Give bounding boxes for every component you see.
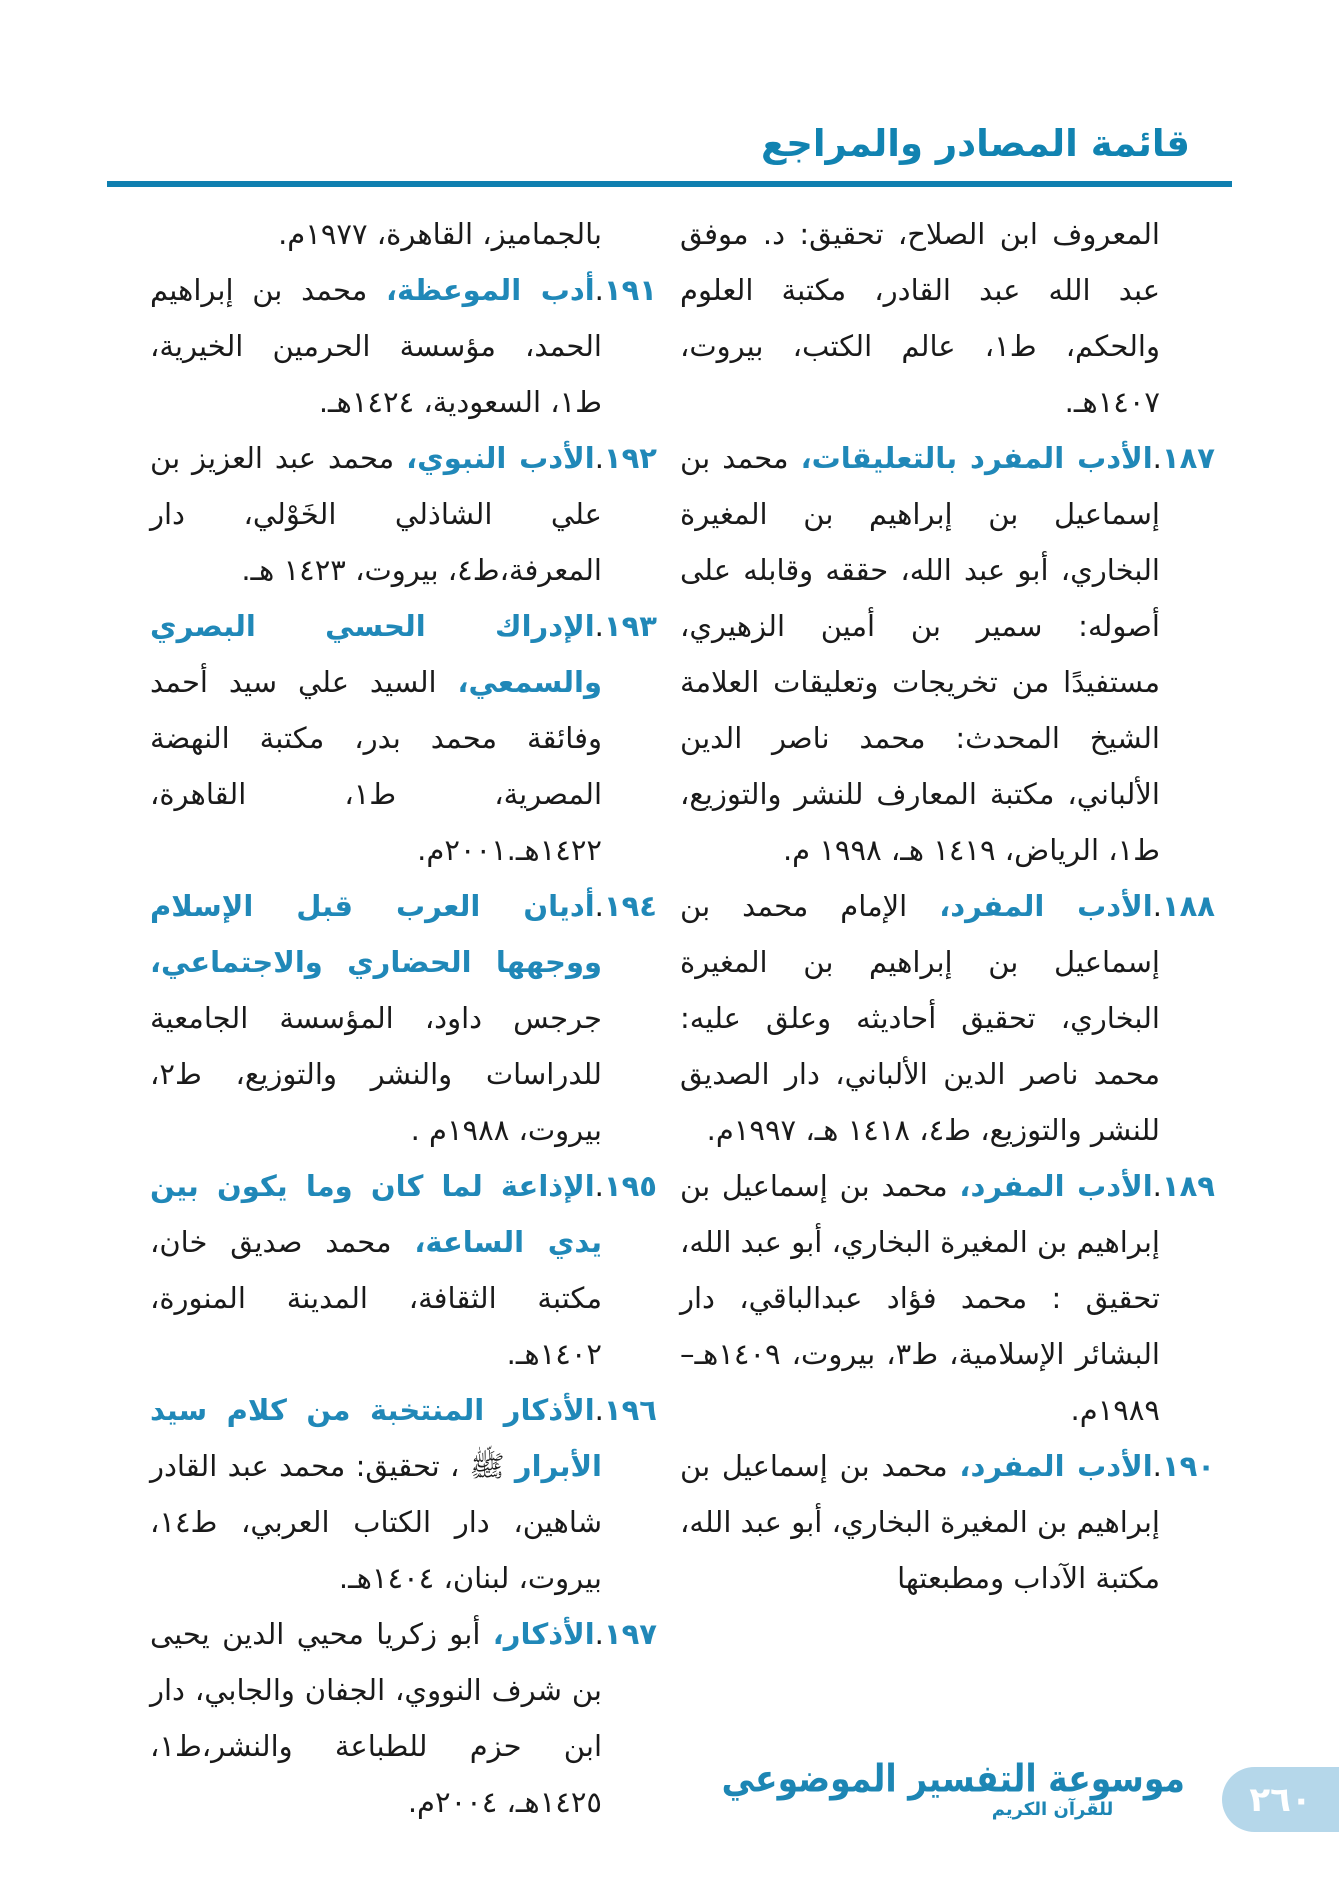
entry-body: جرجس داود، المؤسسة الجامعية للدراسات والنشر والتوزيع، ط٢، بيروت، ١٩٨٨م . (150, 1001, 602, 1147)
entry-number: ١٩٠ (1161, 1449, 1215, 1483)
entry-body: محمد صديق خان، مكتبة الثقافة، المدينة المنورة، ١٤٠٢هـ. (150, 1225, 602, 1371)
bib-entry-196 (150, 1382, 657, 1606)
bib-entry-191 (150, 262, 657, 430)
entry-number: ١٨٨ (1161, 889, 1216, 923)
entry-number-dot: . (1152, 441, 1162, 475)
entry-number-dot: . (594, 609, 604, 643)
bib-entry-189 (680, 1158, 1215, 1438)
entry-number-dot: . (594, 889, 604, 923)
entry-number-dot: . (594, 1169, 604, 1203)
entry-number: ١٩١ (603, 273, 657, 307)
bib-entry-197 (150, 1606, 657, 1830)
entry-body: ﷺ ، تحقيق: محمد عبد القادر شاهين، دار الكتاب العربي، ط١٤، بيروت، لبنان، ١٤٠٤هـ. (150, 1449, 602, 1595)
entry-number: ١٨٩ (1161, 1169, 1215, 1203)
entry-title: الإذاعة لما كان وما يكون بين يدي الساعة، (150, 1169, 603, 1259)
bib-entry-187 (680, 430, 1215, 878)
entry-number-dot: . (1152, 1169, 1162, 1203)
column-left (150, 206, 657, 1830)
entry-title: أديان العرب قبل الإسلام ووجهها الحضاري والاجتماعي، (150, 889, 602, 979)
entry-number-dot: . (1152, 1449, 1162, 1483)
entry-body: محمد عبد العزيز بن علي الشاذلي الخَوْلي، دار المعرفة،ط٤، بيروت، ١٤٢٣ هـ. (150, 441, 602, 587)
entry-body: الإمام محمد بن إسماعيل بن إبراهيم بن المغيرة البخاري، تحقيق أحاديثه وعلق عليه: محمد ناصر الدين الألباني، دار الصديق للنشر والتوزيع، ط٤، ١٤١٨ هـ، ١٩٩٧م. (680, 889, 1160, 1147)
entry-title: أدب الموعظة، (386, 273, 595, 307)
entry-continuation: بالجماميز، القاهرة، ١٩٧٧م. (278, 217, 602, 251)
entry-body: محمد بن إسماعيل بن إبراهيم بن المغيرة البخاري، أبو عبد الله، مكتبة الآداب ومطبعتها (680, 1449, 1160, 1595)
logo-subtitle-text: للقرآن الكريم (991, 1799, 1114, 1821)
bib-entry-192 (150, 430, 657, 598)
page-number: ٢٦٠ (1249, 1779, 1312, 1820)
entry-continuation: المعروف ابن الصلاح، تحقيق: د. موفق عبد الله عبد القادر، مكتبة العلوم والحكم، ط١، عالم الكتب، بيروت، ١٤٠٧هـ. (680, 217, 1160, 419)
entry-body: أبو زكريا محيي الدين يحيى بن شرف النووي، الجفان والجابي، دار ابن حزم للطباعة والنشر،ط١، ١٤٢٥هـ، ٢٠٠٤م. (150, 1617, 602, 1819)
entry-number: ١٩٥ (603, 1169, 657, 1203)
column-right (680, 206, 1215, 1606)
entry-body: محمد بن إسماعيل بن إبراهيم بن المغيرة البخاري، أبو عبد الله، تحقيق : محمد فؤاد عبدالباقي، دار البشائر الإسلامية، ط٣، بيروت، ١٤٠٩هـ– ١٩٨٩م. (680, 1169, 1160, 1427)
publisher-calligraphy-logo (721, 1755, 1185, 1821)
entry-body: محمد بن إسماعيل بن إبراهيم بن المغيرة البخاري، أبو عبد الله، حققه وقابله على أصوله: سمير بن أمين الزهيري، مستفيدًا من تخريجات وتعليقات العلامة الشيخ المحدث: محمد ناصر الدين الألباني، مكتبة المعارف للنشر والتوزيع، ط١، الرياض، ١٤١٩ هـ، ١٩٩٨ م. (680, 441, 1160, 867)
entry-body: محمد بن إبراهيم الحمد، مؤسسة الحرمين الخيرية، ط١، السعودية، ١٤٢٤هـ. (150, 273, 602, 419)
entry-number: ١٩٦ (603, 1393, 657, 1427)
entry-title: الأدب المفرد، (959, 1169, 1153, 1203)
entry-title: الأدب النبوي، (406, 441, 595, 475)
entry-number: ١٩٤ (603, 889, 657, 923)
header-divider-rule (107, 181, 1232, 187)
bib-entry-194 (150, 878, 657, 1158)
entry-title: الإدراك الحسي البصري والسمعي، (150, 609, 603, 699)
bib-entry-195 (150, 1158, 657, 1382)
entry-number-dot: . (1152, 889, 1162, 923)
entry-number-dot: . (594, 1393, 604, 1427)
entry-title: الأذكار المنتخبة من كلام سيد الأبرار (150, 1393, 602, 1483)
bib-entry-190 (680, 1438, 1215, 1606)
bib-entry-188 (680, 878, 1215, 1158)
entry-title: الأدب المفرد، (959, 1449, 1153, 1483)
entry-title: الأذكار، (492, 1617, 595, 1651)
entry-number-dot: . (594, 441, 604, 475)
entry-number-dot: . (594, 1617, 604, 1651)
entry-number: ١٩٣ (603, 609, 657, 643)
entry-number-dot: . (594, 273, 604, 307)
entry-number: ١٨٧ (1161, 441, 1215, 475)
page-number-badge (1222, 1767, 1339, 1832)
entry-body: السيد علي سيد أحمد وفائقة محمد بدر، مكتبة النهضة المصرية، ط١، القاهرة، ١٤٢٢هـ.٢٠٠١م. (150, 665, 603, 867)
entry-title: الأدب المفرد، (939, 889, 1153, 923)
bib-entry-193 (150, 598, 657, 878)
entry-title: الأدب المفرد بالتعليقات، (800, 441, 1153, 475)
entry-number: ١٩٢ (603, 441, 658, 475)
entry-number: ١٩٧ (603, 1617, 657, 1651)
page-title: قائمة المصادر والمراجع (760, 122, 1190, 165)
logo-title-text: موسوعة التفسير الموضوعي (721, 1755, 1185, 1801)
